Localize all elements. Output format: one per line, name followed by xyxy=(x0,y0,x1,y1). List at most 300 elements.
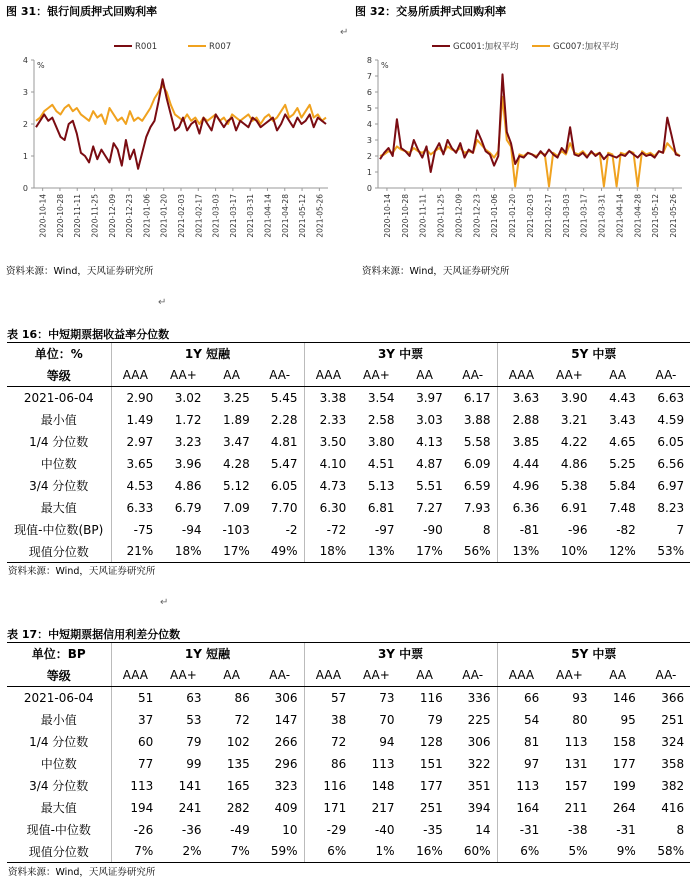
table-cell: 81 xyxy=(497,731,545,753)
table-cell: 4.53 xyxy=(111,475,159,497)
figure31-title: 图 31：银行间质押式回购利率 xyxy=(6,5,158,18)
table-cell: 16% xyxy=(401,841,449,863)
table-row-label: 现值-中位数 xyxy=(26,823,91,837)
table-row-label: 现值分位数 xyxy=(7,541,111,563)
x-tick-label: 2021-01-20 xyxy=(508,194,518,238)
x-tick-label: 2021-04-28 xyxy=(633,194,643,238)
table-cell: 382 xyxy=(661,778,685,793)
y-tick-label: 7 xyxy=(366,72,372,81)
table-cell: 5.13 xyxy=(367,478,395,493)
table-row-label: 2021-06-04 xyxy=(23,690,94,705)
table-cell: 3.85 xyxy=(497,431,545,453)
table-cell: 3.25 xyxy=(223,390,250,405)
x-tick-label: 2020-12-23 xyxy=(125,194,135,238)
table-cell: 73 xyxy=(379,690,395,705)
table-column-header: AA+ xyxy=(352,365,400,387)
table-cell: 323 xyxy=(274,778,298,793)
table-column-header: AA- xyxy=(642,665,690,687)
x-tick-label: 2021-05-26 xyxy=(315,194,325,238)
table-cell: 147 xyxy=(274,712,298,727)
table-cell: 4.51 xyxy=(367,456,395,471)
table-row-label: 中位数 xyxy=(40,757,77,771)
table-cell: 49% xyxy=(256,541,304,563)
table-cell: 70 xyxy=(379,712,395,727)
table-cell: 3.23 xyxy=(174,434,202,449)
table-cell: 4.44 xyxy=(497,453,545,475)
table-cell: 5.38 xyxy=(560,478,588,493)
figure32-source: 资料来源：Wind，天风证券研究所 xyxy=(362,266,510,277)
table-cell: 6.59 xyxy=(463,478,491,493)
paragraph-mark: ↵ xyxy=(158,297,167,308)
table-column-header: AAA xyxy=(111,665,159,687)
table-cell: 3.80 xyxy=(367,434,395,449)
table-cell: 4.86 xyxy=(560,456,588,471)
table-cell: 4.22 xyxy=(560,434,588,449)
table-row xyxy=(7,453,690,475)
table-row xyxy=(7,409,690,431)
table-cell: 157 xyxy=(564,778,588,793)
table-column-header: AA- xyxy=(642,365,690,387)
table-column-header: AA xyxy=(208,365,256,387)
table-cell: 53% xyxy=(642,541,690,563)
table-cell: 6% xyxy=(497,841,545,863)
table-cell: 113 xyxy=(564,734,588,749)
table-cell: 177 xyxy=(612,756,636,771)
table-cell: 10 xyxy=(282,822,298,837)
figure31-chart xyxy=(6,38,336,260)
table-cell: 79 xyxy=(186,734,202,749)
table-row-label: 最大值 xyxy=(40,501,77,515)
x-tick-label: 2021-03-31 xyxy=(246,193,256,238)
table-cell: 7% xyxy=(111,841,159,863)
table-cell: 322 xyxy=(467,756,491,771)
table-cell: 1.49 xyxy=(111,409,159,431)
table-cell: 18% xyxy=(159,541,207,563)
table-cell: 3.38 xyxy=(304,387,352,409)
table-row-label: 2021-06-04 xyxy=(23,390,94,405)
series-line-2 xyxy=(380,97,680,187)
table-column-header: AA xyxy=(401,665,449,687)
table-cell: 1.72 xyxy=(174,412,202,427)
table-column-header: AA+ xyxy=(159,665,207,687)
table-cell: -35 xyxy=(423,822,443,837)
table-row xyxy=(7,731,690,753)
y-axis-label: % xyxy=(37,61,45,70)
table-cell: 4.59 xyxy=(657,412,685,427)
table-column-header: AA- xyxy=(256,365,304,387)
table-row-label: 中位数 xyxy=(40,457,77,471)
table-cell: 60% xyxy=(449,841,497,863)
table-cell: 3.97 xyxy=(416,390,443,405)
table-row-label: 1/4 分位数 xyxy=(29,735,89,749)
table-cell: 66 xyxy=(497,687,545,709)
table-cell: 38 xyxy=(304,709,352,731)
x-tick-label: 2021-05-12 xyxy=(298,194,308,238)
table-cell: 3.88 xyxy=(463,412,491,427)
table-cell: 7.48 xyxy=(609,500,636,515)
table-row xyxy=(7,475,690,497)
table-cell: 2.97 xyxy=(111,431,159,453)
y-tick-label: 4 xyxy=(366,120,372,129)
table-cell: -97 xyxy=(374,522,395,537)
table-cell: 4.28 xyxy=(223,456,250,471)
table-cell: 51 xyxy=(111,687,159,709)
table17-source: 资料来源：Wind，天风证券研究所 xyxy=(8,867,156,878)
table-group-header: 5Y 中票 xyxy=(497,643,690,665)
table-cell: 116 xyxy=(419,690,443,705)
table-cell: 7% xyxy=(208,841,256,863)
table-cell: 6.30 xyxy=(304,497,352,519)
table-group-header: 5Y 中票 xyxy=(497,343,690,365)
table-row-label: 3/4 分位数 xyxy=(29,779,89,793)
table-cell: 282 xyxy=(226,800,250,815)
table-cell: 6.79 xyxy=(174,500,202,515)
figure32-chart xyxy=(352,38,692,260)
table-cell: -75 xyxy=(111,519,159,541)
table-row xyxy=(7,497,690,519)
table-cell: 72 xyxy=(234,712,250,727)
table-cell: -31 xyxy=(497,819,545,841)
table-cell: 4.87 xyxy=(416,456,443,471)
table-cell: 17% xyxy=(208,541,256,563)
x-tick-label: 2021-03-31 xyxy=(597,194,607,238)
table-cell: 324 xyxy=(661,734,685,749)
table-cell: 5% xyxy=(545,841,593,863)
table-cell: 4.10 xyxy=(304,453,352,475)
x-tick-label: 2021-02-17 xyxy=(194,194,204,238)
table-row xyxy=(7,841,690,863)
y-tick-label: 3 xyxy=(22,88,28,97)
table-cell: 6.36 xyxy=(497,497,545,519)
table-row-label: 现值分位数 xyxy=(7,841,111,863)
x-tick-label: 2020-12-23 xyxy=(472,194,482,238)
table-unit-label: 单位：BP xyxy=(7,643,111,665)
table-row-header: 等级 xyxy=(7,365,111,387)
table-cell: 99 xyxy=(186,756,202,771)
table-cell: 3.65 xyxy=(111,453,159,475)
table-cell: 171 xyxy=(304,797,352,819)
table-column-header: AA xyxy=(208,665,256,687)
table-cell: 165 xyxy=(226,778,250,793)
table-cell: 4.65 xyxy=(609,434,636,449)
table-row xyxy=(7,431,690,453)
x-tick-label: 2021-02-03 xyxy=(177,194,186,238)
table-row xyxy=(7,519,690,541)
y-tick-label: 8 xyxy=(366,56,372,65)
table-cell: 3.47 xyxy=(223,434,250,449)
table-cell: 113 xyxy=(497,775,545,797)
x-tick-label: 2021-03-03 xyxy=(561,194,571,238)
table-column-header: AAA xyxy=(111,365,159,387)
table-column-header: AA+ xyxy=(545,365,593,387)
table-cell: 63 xyxy=(186,690,202,705)
table-cell: 241 xyxy=(178,800,202,815)
table-cell: 7 xyxy=(676,522,685,537)
table-row-label: 1/4 分位数 xyxy=(29,435,89,449)
y-tick-label: 2 xyxy=(22,120,28,129)
table-cell: 9% xyxy=(594,841,642,863)
table-row xyxy=(7,709,690,731)
table-cell: 3.90 xyxy=(560,390,588,405)
table-row xyxy=(7,753,690,775)
table-cell: 351 xyxy=(467,778,491,793)
table-cell: 94 xyxy=(379,734,395,749)
table-cell: 5.45 xyxy=(270,390,298,405)
table-cell: -31 xyxy=(616,822,636,837)
table-row-header: 等级 xyxy=(7,665,111,687)
table-group-header: 1Y 短融 xyxy=(111,343,304,365)
table17-title: 表 17：中短期票据信用利差分位数 xyxy=(7,628,181,641)
table-cell: 2.88 xyxy=(497,409,545,431)
table-unit-label: 单位：% xyxy=(7,343,111,365)
figure31-source: 资料来源：Wind，天风证券研究所 xyxy=(6,266,154,277)
table-cell: -90 xyxy=(423,522,443,537)
table-cell: 164 xyxy=(497,797,545,819)
table-cell: 10% xyxy=(545,541,593,563)
table-row-label: 最小值 xyxy=(40,413,77,427)
y-tick-label: 3 xyxy=(366,136,372,145)
table-cell: 6.09 xyxy=(463,456,491,471)
table-cell: 113 xyxy=(111,775,159,797)
table-cell: 86 xyxy=(304,753,352,775)
table-cell: -26 xyxy=(111,819,159,841)
table-cell: -29 xyxy=(304,819,352,841)
table-cell: 86 xyxy=(234,690,250,705)
table-cell: 135 xyxy=(226,756,250,771)
x-tick-label: 2021-05-12 xyxy=(651,194,661,238)
table-cell: 6.05 xyxy=(657,434,685,449)
table-cell: 56% xyxy=(449,541,497,563)
legend-label: GC007:加权平均 xyxy=(553,42,619,52)
x-tick-label: 2020-11-25 xyxy=(436,194,446,238)
x-tick-label: 2020-12-09 xyxy=(107,194,117,238)
table-cell: 6.05 xyxy=(270,478,298,493)
table-cell: 4.73 xyxy=(304,475,352,497)
table-cell: 2% xyxy=(159,841,207,863)
x-tick-label: 2020-11-11 xyxy=(418,194,428,238)
x-tick-label: 2020-10-14 xyxy=(382,194,392,238)
table-cell: 21% xyxy=(111,541,159,563)
figure32-title: 图 32：交易所质押式回购利率 xyxy=(355,5,507,18)
table-cell: 199 xyxy=(612,778,636,793)
table-cell: 2.33 xyxy=(304,409,352,431)
table-cell: 1.89 xyxy=(223,412,250,427)
table-cell: 12% xyxy=(594,541,642,563)
table-cell: 194 xyxy=(111,797,159,819)
x-tick-label: 2020-10-28 xyxy=(55,194,65,238)
table-cell: -49 xyxy=(230,822,250,837)
table-cell: 141 xyxy=(178,778,202,793)
table-cell: 59% xyxy=(256,841,304,863)
table-cell: 306 xyxy=(467,734,491,749)
y-tick-label: 6 xyxy=(366,88,372,97)
x-tick-label: 2020-10-14 xyxy=(38,194,48,238)
series-line-1 xyxy=(36,79,326,169)
table-cell: 79 xyxy=(427,712,443,727)
table-cell: 7.09 xyxy=(223,500,250,515)
y-tick-label: 0 xyxy=(366,184,372,193)
table-column-header: AA+ xyxy=(159,365,207,387)
table-header-row xyxy=(7,665,690,687)
table-cell: 336 xyxy=(467,690,491,705)
table-cell: -2 xyxy=(285,522,298,537)
table-column-header: AA xyxy=(401,365,449,387)
table-cell: 3.43 xyxy=(609,412,636,427)
table-group-header: 3Y 中票 xyxy=(304,343,497,365)
x-tick-label: 2021-01-06 xyxy=(142,194,152,238)
table-cell: 6% xyxy=(304,841,352,863)
table-cell: 158 xyxy=(612,734,636,749)
table-cell: 3.96 xyxy=(174,456,202,471)
table-cell: 251 xyxy=(419,800,443,815)
table-cell: 14 xyxy=(475,822,491,837)
x-tick-label: 2021-04-14 xyxy=(615,194,625,238)
x-tick-label: 2021-03-03 xyxy=(211,194,221,238)
table-cell: 8 xyxy=(676,822,685,837)
figure31-plot xyxy=(23,42,328,238)
table-cell: 54 xyxy=(497,709,545,731)
table-group-header: 3Y 中票 xyxy=(304,643,497,665)
table-cell: 6.56 xyxy=(657,456,685,471)
table-cell: -96 xyxy=(567,522,588,537)
table-cell: -103 xyxy=(222,522,250,537)
table-column-header: AAA xyxy=(497,665,545,687)
table-cell: 266 xyxy=(274,734,298,749)
table-cell: 1% xyxy=(352,841,400,863)
table-cell: 7.27 xyxy=(416,500,443,515)
table-cell: 296 xyxy=(274,756,298,771)
table-cell: 113 xyxy=(371,756,395,771)
table-cell: 116 xyxy=(304,775,352,797)
table-cell: 13% xyxy=(497,541,545,563)
table16-title: 表 16：中短期票据收益率分位数 xyxy=(7,328,170,341)
table-column-header: AA xyxy=(594,365,642,387)
table-header-row xyxy=(7,365,690,387)
table-cell: 80 xyxy=(572,712,588,727)
table-cell: 264 xyxy=(612,800,636,815)
table-column-header: AAA xyxy=(497,365,545,387)
table-cell: -40 xyxy=(374,822,395,837)
table-cell: 57 xyxy=(304,687,352,709)
y-tick-label: 4 xyxy=(22,56,28,65)
table-cell: 60 xyxy=(111,731,159,753)
table-cell: 5.25 xyxy=(609,456,636,471)
x-tick-label: 2020-11-25 xyxy=(90,194,100,238)
table-cell: -94 xyxy=(181,522,202,537)
table-cell: -82 xyxy=(616,522,636,537)
table-cell: 18% xyxy=(304,541,352,563)
table-column-header: AA- xyxy=(256,665,304,687)
x-tick-label: 2021-01-20 xyxy=(159,194,169,238)
legend-label: GC001:加权平均 xyxy=(453,42,519,52)
table-cell: 97 xyxy=(497,753,545,775)
table-column-header: AA+ xyxy=(352,665,400,687)
table-cell: 17% xyxy=(401,541,449,563)
table-header-row xyxy=(7,643,690,665)
table-column-header: AA- xyxy=(449,665,497,687)
table-cell: 3.03 xyxy=(416,412,443,427)
table-cell: 5.47 xyxy=(270,456,298,471)
table-cell: 7.70 xyxy=(270,500,298,515)
table-cell: -81 xyxy=(497,519,545,541)
table-cell: 72 xyxy=(304,731,352,753)
table-cell: 151 xyxy=(419,756,443,771)
table-row xyxy=(7,687,690,709)
table-cell: 5.51 xyxy=(416,478,443,493)
table-cell: 6.97 xyxy=(657,478,685,493)
table-cell: 3.21 xyxy=(560,412,588,427)
table-cell: 13% xyxy=(352,541,400,563)
table-cell: 4.86 xyxy=(174,478,202,493)
table-cell: 95 xyxy=(620,712,636,727)
table-cell: -72 xyxy=(304,519,352,541)
table-cell: 5.84 xyxy=(609,478,636,493)
table-cell: 6.81 xyxy=(367,500,395,515)
table-cell: 251 xyxy=(661,712,685,727)
table-cell: 77 xyxy=(111,753,159,775)
table-cell: 53 xyxy=(186,712,202,727)
table-cell: 58% xyxy=(642,841,690,863)
y-tick-label: 0 xyxy=(22,184,28,193)
table-cell: 177 xyxy=(419,778,443,793)
table-cell: 6.91 xyxy=(560,500,588,515)
table-row-label: 最大值 xyxy=(40,801,77,815)
table-cell: 146 xyxy=(612,690,636,705)
x-tick-label: 2021-02-03 xyxy=(526,194,535,238)
table16-source: 资料来源：Wind，天风证券研究所 xyxy=(8,566,156,577)
paragraph-mark: ↵ xyxy=(340,27,349,38)
table-cell: 366 xyxy=(661,690,685,705)
table-cell: 8.23 xyxy=(657,500,685,515)
table-cell: -38 xyxy=(567,822,588,837)
table-cell: 93 xyxy=(572,690,588,705)
table-cell: 5.12 xyxy=(223,478,250,493)
table-cell: 6.33 xyxy=(111,497,159,519)
table-cell: 416 xyxy=(661,800,685,815)
x-tick-label: 2021-05-26 xyxy=(669,194,679,238)
table-cell: 4.13 xyxy=(416,434,443,449)
y-tick-label: 1 xyxy=(22,152,28,161)
table-group-header: 1Y 短融 xyxy=(111,643,304,665)
x-tick-label: 2020-10-28 xyxy=(400,194,410,238)
table-cell: 306 xyxy=(274,690,298,705)
table17 xyxy=(7,642,690,863)
paragraph-mark: ↵ xyxy=(160,597,169,608)
figure32-plot xyxy=(367,41,682,238)
x-tick-label: 2021-02-17 xyxy=(543,194,553,238)
table-header-row xyxy=(7,343,690,365)
table-row-label: 最小值 xyxy=(40,713,77,727)
table-cell: 6.17 xyxy=(463,390,491,405)
x-tick-label: 2021-03-17 xyxy=(579,194,589,238)
table-cell: 37 xyxy=(111,709,159,731)
table-cell: 211 xyxy=(564,800,588,815)
table-column-header: AA- xyxy=(449,365,497,387)
table-row xyxy=(7,797,690,819)
table-row xyxy=(7,387,690,409)
table-cell: 8 xyxy=(482,522,491,537)
table-cell: 3.63 xyxy=(497,387,545,409)
x-tick-label: 2021-04-28 xyxy=(280,194,290,238)
table-cell: 102 xyxy=(226,734,250,749)
table-cell: 409 xyxy=(274,800,298,815)
table-row-label: 现值-中位数(BP) xyxy=(14,523,104,537)
legend-label: R007 xyxy=(209,42,232,52)
table16 xyxy=(7,342,690,563)
table-cell: 225 xyxy=(467,712,491,727)
y-tick-label: 1 xyxy=(366,168,372,177)
table-cell: 148 xyxy=(371,778,395,793)
